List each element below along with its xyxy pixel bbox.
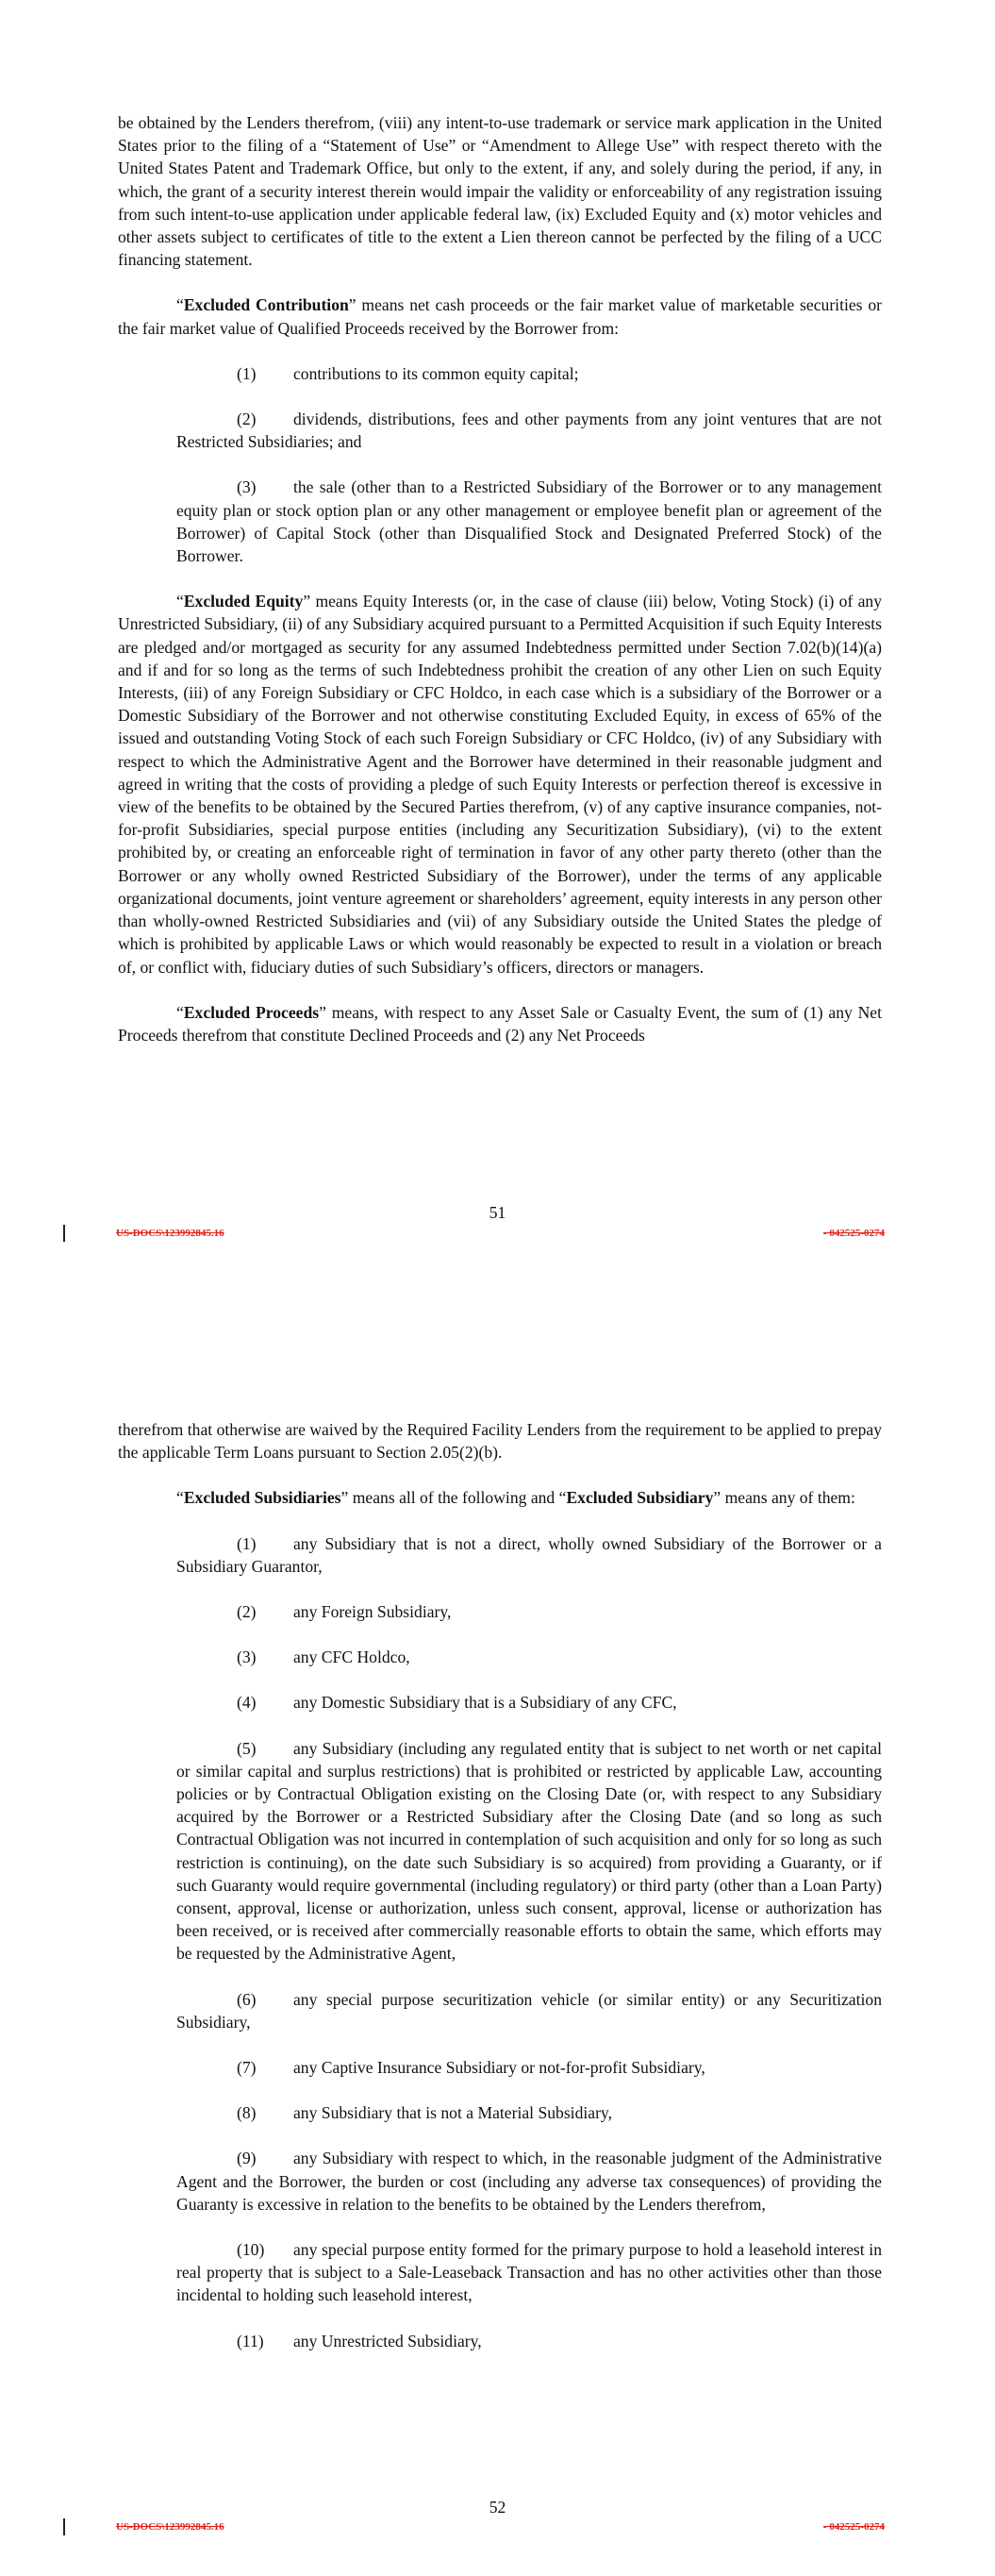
list-item: [118, 1646, 882, 1668]
item-number: (3): [237, 1648, 257, 1667]
page-body: [118, 111, 882, 1046]
list-item: [118, 1532, 882, 1578]
item-text: dividends, distributions, fees and other payments from any joint ventures that are not Restricted Subsidiaries; and: [176, 410, 882, 452]
defined-term: Excluded Proceeds: [183, 1002, 320, 1022]
definition-excluded-contribution: [118, 293, 882, 339]
list-item: [118, 1737, 882, 1965]
list-item: [118, 2101, 882, 2124]
item-text: any Subsidiary (including any regulated entity that is subject to net worth or net capital or similar capital and surplus restrictions) that is prohibited or restricted by applicable Law, accounting policies or by Contractual Obligation existing on the Closing Date (or, with respect to any Subsidiary acquired by the Borrower or a Restricted Subsidiary after the Closing Date (and so long as such Contractual Obligation was not incurred in contemplation of such acquisition and only for so long as such restriction is continuing), on the date such Subsidiary is so acquired) from providing a Guaranty, or if such Guaranty would require governmental (including regulatory) or third party (other than a Loan Party) consent, approval, license or authorization, unless such consent, approval, license or authorization has been received, or is received after commercially reasonable efforts to obtain the same, which efforts may be requested by the Administrative Agent,: [176, 1738, 882, 1964]
item-text: any Subsidiary that is not a Material Subsidiary,: [293, 2103, 612, 2123]
list-item: [118, 1988, 882, 2033]
definition-text-end: ” means any of them:: [713, 1488, 855, 1508]
open-quote: “: [176, 592, 184, 611]
footer-doc-number: - 042525-0274: [822, 1228, 885, 1239]
list-item: [118, 2238, 882, 2307]
paragraph-continuation: be obtained by the Lenders therefrom, (viii) any intent-to-use trademark or service mark application in the United States prior to the filing of a “Statement of Use” or “Amendment to Allege Use” with respect thereto with the United States Patent and Trademark Office, but only to the extent, if any, and solely during the period, if any, in which, the grant of a security interest therein would impair the validity or enforceability of any registration issuing from such intent-to-use application under applicable federal law, (ix) Excluded Equity and (x) motor vehicles and other assets subject to certificates of title to the extent a Lien thereon cannot be perfected by the filing of a UCC financing statement.: [118, 113, 882, 270]
definition-text: ” means, with respect to any Asset Sale or Casualty Event, the sum of (1) any Net Proceeds therefrom that constitute Declined Proceeds and (2) any Net Proceeds: [118, 1002, 882, 1045]
item-text: the sale (other than to a Restricted Subsidiary of the Borrower or to any management equity plan or stock option plan or any other management or employee benefit plan or agreement of the Borrower) of Capital Stock (other than Disqualified Stock and Designated Preferred Stock) of the Borrower.: [176, 477, 882, 566]
item-number: (8): [237, 2103, 257, 2123]
list-item: [118, 1691, 882, 1714]
change-bar: [63, 1225, 65, 1242]
page-footer: [0, 1225, 995, 1244]
item-text: contributions to its common equity capital;: [293, 363, 579, 383]
item-text: any CFC Holdco,: [293, 1648, 410, 1667]
item-number: (4): [237, 1693, 257, 1713]
list-item: [118, 2056, 882, 2079]
paragraph-continuation: therefrom that otherwise are waived by the Required Facility Lenders from the requirement to be applied to prepay the applicable Term Loans pursuant to Section 2.05(2)(b).: [118, 1420, 882, 1463]
item-number: (2): [237, 1602, 257, 1622]
definition-excluded-equity: [118, 590, 882, 978]
item-number: (10): [237, 2240, 265, 2260]
open-quote: “: [176, 1002, 184, 1022]
item-text: any Unrestricted Subsidiary,: [293, 2331, 482, 2350]
item-number: (11): [237, 2331, 264, 2350]
item-text: any special purpose securitization vehicle (or similar entity) or any Securitization Subsidiary,: [176, 1989, 882, 2032]
list-item: [118, 1600, 882, 1623]
footer-doc-id: US-DOCS\123992845.16: [116, 1228, 224, 1239]
item-number: (1): [237, 363, 257, 383]
item-number: (3): [237, 477, 257, 497]
item-text: any Subsidiary that is not a direct, wholly owned Subsidiary of the Borrower or a Subsidiary Guarantor,: [176, 1533, 882, 1576]
definition-text: ” means Equity Interests (or, in the case of clause (iii) below, Voting Stock) (i) of any Unrestricted Subsidiary, (ii) of any Subsidiary acquired pursuant to a Permitted Acquisition if such Equity Interests are pledged and/or mortgaged as security for any assumed Indebtedness permitted under Section 7.02(b)(14)(a) and if and for so long as the terms of such Indebtedness prohibit the creation of any other Lien on such Equity Interests, (iii) of any Foreign Subsidiary or CFC Holdco, in each case which is a subsidiary of the Borrower or a Domestic Subsidiary of the Borrower and not otherwise constituting Excluded Equity, in excess of 65% of the issued and outstanding Voting Stock of each such Foreign Subsidiary or CFC Holdco, (iv) of any Subsidiary with respect to which the Administrative Agent and the Borrower have determined in their reasonable judgment and agreed in writing that the costs of providing a pledge of such Equity Interests or perfection thereof is excessive in view of the benefits to be obtained by the Secured Parties therefrom, (v) of any captive insurance companies, not-for-profit Subsidiaries, special purpose entities (including any Securitization Subsidiary), (vi) to the extent prohibited by, or creating an enforceable right of termination in favor of any other party thereto (other than the Borrower or any wholly owned Restricted Subsidiary of the Borrower), under the terms of any applicable organizational documents, joint venture agreement or shareholders’ agreement, equity interests in any person other than wholly-owned Restricted Subsidiaries and (vii) of any Subsidiary outside the United States the pledge of which is prohibited by applicable Laws or which would reasonably be expected to result in a violation or breach of, or conflict with, fiduciary duties of such Subsidiary’s officers, directors or managers.: [118, 592, 882, 977]
page-number: 52: [489, 2498, 506, 2517]
defined-term: Excluded Subsidiaries: [183, 1488, 341, 1508]
item-number: (6): [237, 1989, 257, 2009]
list-item: [118, 408, 882, 453]
open-quote: “: [176, 1488, 184, 1508]
item-text: any Subsidiary with respect to which, in the reasonable judgment of the Administrative Agent and the Borrower, the burden or cost (including any adverse tax consequences) of providing the Guaranty is excessive in relation to the benefits to be obtained by the Lenders therefrom,: [176, 2149, 882, 2214]
page-body: [118, 1418, 882, 2352]
item-text: any Captive Insurance Subsidiary or not-for-profit Subsidiary,: [293, 2058, 705, 2078]
footer-doc-id: US-DOCS\123992845.16: [116, 2521, 224, 2533]
item-number: (9): [237, 2149, 257, 2168]
list-item: [118, 362, 882, 385]
defined-term-2: Excluded Subsidiary: [566, 1488, 714, 1508]
item-number: (1): [237, 1533, 257, 1553]
defined-term: Excluded Equity: [183, 592, 304, 611]
definition-text: ” means all of the following and “: [340, 1488, 567, 1508]
definition-text: ” means net cash proceeds or the fair market value of marketable securities or the fair market value of Qualified Proceeds received by the Borrower from:: [118, 295, 882, 338]
item-text: any Foreign Subsidiary,: [293, 1602, 452, 1622]
list-item: [118, 2330, 882, 2352]
item-number: (7): [237, 2058, 257, 2078]
list-item: [118, 2147, 882, 2216]
definition-excluded-proceeds: [118, 1001, 882, 1046]
page-52: [0, 1288, 995, 2576]
list-item: [118, 476, 882, 567]
change-bar: [63, 2518, 65, 2535]
definition-excluded-subsidiaries: [118, 1486, 882, 1509]
open-quote: “: [176, 295, 184, 315]
item-text: any special purpose entity formed for the primary purpose to hold a leasehold interest in real property that is subject to a Sale-Leaseback Transaction and has no other activities other than those incidental to holding such leasehold interest,: [176, 2240, 882, 2305]
footer-doc-number: - 042525-0274: [822, 2521, 885, 2533]
defined-term: Excluded Contribution: [183, 295, 349, 315]
item-text: any Domestic Subsidiary that is a Subsidiary of any CFC,: [293, 1693, 677, 1713]
item-number: (5): [237, 1738, 257, 1758]
page-number: 51: [489, 1203, 506, 1222]
item-number: (2): [237, 410, 257, 429]
page-footer: [0, 2518, 995, 2537]
